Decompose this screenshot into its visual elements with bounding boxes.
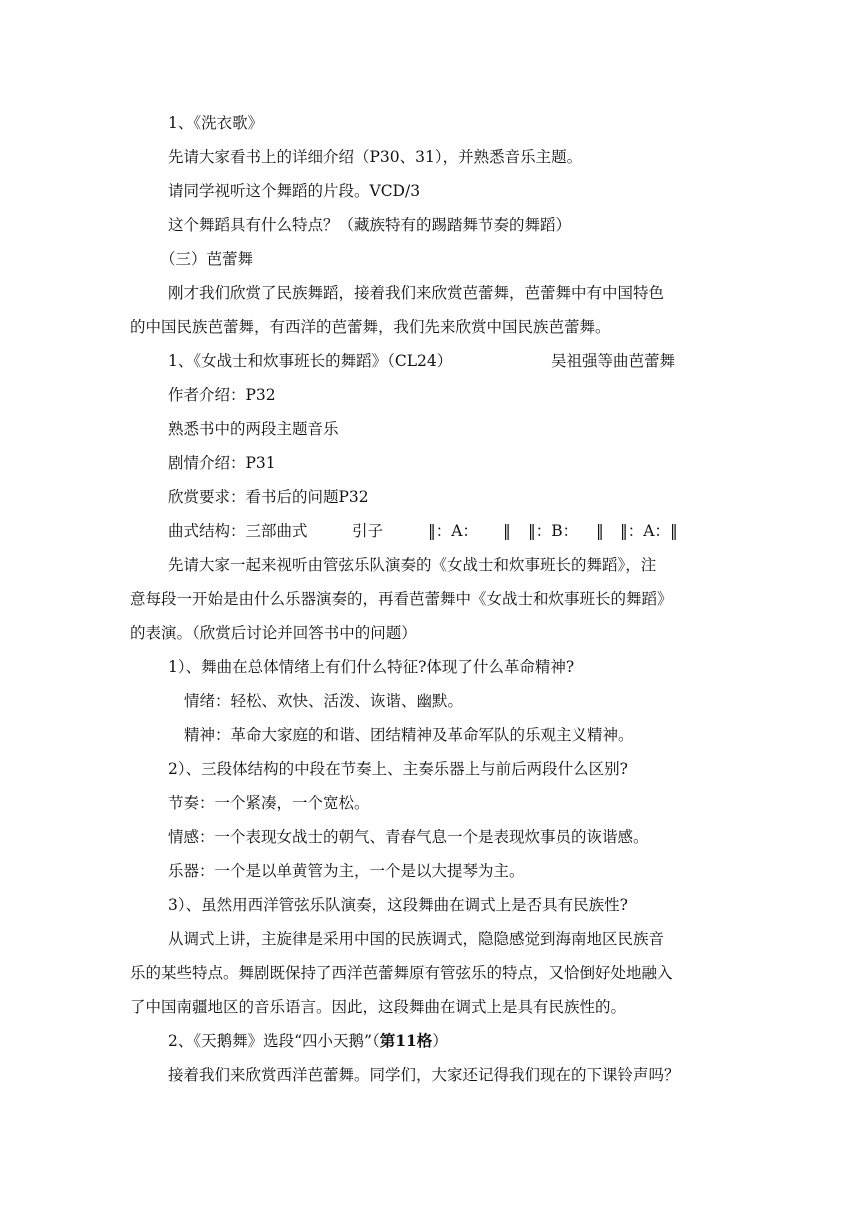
paragraph-line: 的中国民族芭蕾舞，有西洋的芭蕾舞，我们先来欣赏中国民族芭蕾舞。: [130, 318, 611, 336]
paragraph-line: 先请大家一起来视听由管弦乐队演奏的《女战士和炊事班长的舞蹈》，注: [168, 556, 657, 574]
text-line: 作者介绍：P32: [168, 386, 276, 404]
form-bar: ‖: [503, 522, 511, 540]
form-intro: 引子: [352, 522, 384, 540]
answer-line: 乐器：一个是以单黄管为主，一个是以大提琴为主。: [168, 862, 525, 880]
form-bar: ‖: [596, 522, 604, 540]
paragraph-line: 的表演。（欣赏后讨论并回答书中的问题）: [130, 624, 417, 642]
text-line: 这个舞蹈具有什么特点？（藏族特有的踢踏舞节奏的舞蹈）: [168, 216, 572, 234]
item-xiyi-ge: 1、《洗衣歌》: [168, 114, 264, 132]
swan-dance-track: 第11格: [379, 1031, 433, 1050]
paragraph-line: 从调式上讲，主旋律是采用中国的民族调式，隐隐感觉到海南地区民族音: [168, 930, 665, 948]
form-section-a-end: ‖：A：‖: [620, 522, 678, 540]
text-line: 剧情介绍：P31: [168, 454, 276, 472]
question-2: 2）、三段体结构的中段在节奏上、主奏乐器上与前后两段什么区别?: [168, 760, 628, 778]
question-1: 1）、舞曲在总体情绪上有们什么特征?体现了什么革命精神?: [168, 658, 575, 676]
text-line: 请同学视听这个舞蹈的片段。VCD/3: [168, 182, 421, 200]
answer-line: 情绪：轻松、欢快、活泼、诙谐、幽默。: [184, 692, 464, 710]
swan-dance-close: ）: [432, 1032, 448, 1050]
form-section-a: ‖：A：: [428, 522, 478, 540]
text-line: 欣赏要求：看书后的问题P32: [168, 488, 369, 506]
item-nvzhanshi: 1、《女战士和炊事班长的舞蹈》（CL24）: [168, 352, 453, 370]
composer-note: 吴祖强等曲芭蕾舞: [551, 352, 676, 370]
question-3: 3）、虽然用西洋管弦乐队演奏，这段舞曲在调式上是否具有民族性?: [168, 896, 628, 914]
answer-line: 节奏：一个紧凑，一个宽松。: [168, 794, 370, 812]
text-line: 熟悉书中的两段主题音乐: [168, 420, 339, 438]
text-line: 先请大家看书上的详细介绍（P30、31），并熟悉音乐主题。: [168, 148, 583, 166]
swan-dance-title: 2、《天鹅舞》选段“四小天鹅”（: [168, 1032, 380, 1050]
paragraph-line: 乐的某些特点。舞剧既保持了西洋芭蕾舞原有管弦乐的特点，又恰倒好处地融入: [130, 964, 673, 982]
form-section-b: ‖：B：: [528, 522, 579, 540]
paragraph-line: 刚才我们欣赏了民族舞蹈，接着我们来欣赏芭蕾舞，芭蕾舞中有中国特色: [168, 284, 665, 302]
item-swan-dance: [168, 1031, 448, 1051]
paragraph-line: 接着我们来欣赏西洋芭蕾舞。同学们，大家还记得我们现在的下课铃声吗？: [168, 1066, 680, 1084]
answer-line: 精神：革命大家庭的和谐、团结精神及革命军队的乐观主义精神。: [184, 726, 634, 744]
form-structure-label: 曲式结构：三部曲式: [168, 522, 308, 540]
section-heading-ballet: （三）芭蕾舞: [160, 250, 254, 268]
paragraph-line: 意每段一开始是由什么乐器演奏的，再看芭蕾舞中《女战士和炊事班长的舞蹈》: [130, 590, 673, 608]
answer-line: 情感：一个表现女战士的朝气、青春气息一个是表现炊事员的诙谐感。: [168, 828, 649, 846]
paragraph-line: 了中国南疆地区的音乐语言。因此，这段舞曲在调式上是具有民族性的。: [130, 998, 627, 1016]
